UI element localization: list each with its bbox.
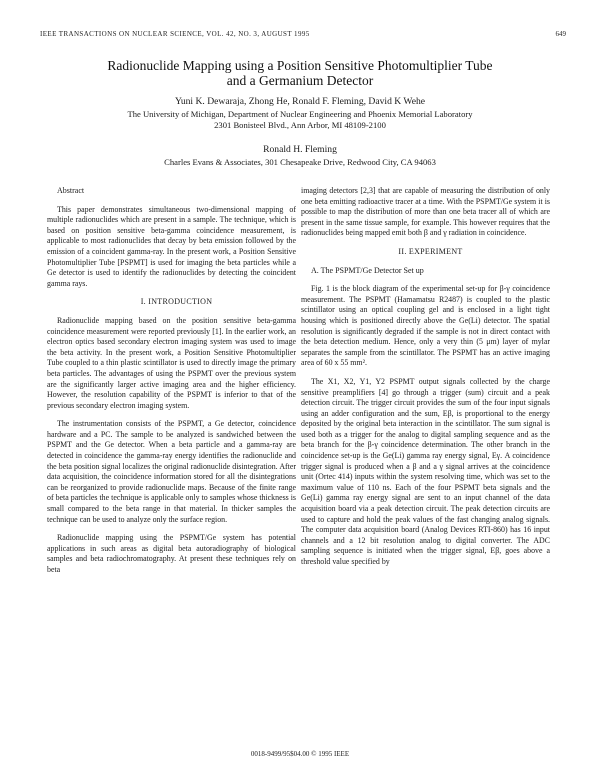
right-column <box>301 186 550 576</box>
abstract-text: This paper demonstrates simultaneous two-dimensional mapping of multiple radionuclides which are present in a sample. The technique, which is based on position sensitive beta-gamma coincidence measurement, is applicable to most radionuclides that decay by beta emission followed by the emission of a coincident gamma-ray. In the present work, a Position Sensitive Photomultiplier Tube [PSPMT] is used for imaging the beta particles while a Ge detector is used to identify the radionuclides by detecting the coincident gamma rays. <box>47 204 296 288</box>
section-heading-introduction: I. INTRODUCTION <box>140 297 213 307</box>
second-author: Ronald H. Fleming <box>263 144 337 155</box>
page-number: 649 <box>555 30 566 38</box>
intro-paragraph-2: The instrumentation consists of the PSPMT, a Ge detector, coincidence hardware and a PC. The sample to be analyzed is sandwiched between the PSPMT and the Ge detector. When a beta particle and a gamma-ray are detected in coincidence the gamma-ray energy identifies the radionuclide and the beta position signal localizes the original radionuclide disintegration. After data acquisition, the coincidence information stored for all the disintegrations can be reorganized to provide radionuclide maps. Because of the finite range of beta particles the technique is applicable only to samples whose thickness is small compared to the beta range in that material. In thicker samples the technique can be used to analyze only the surface region. <box>47 419 296 524</box>
affiliation <box>60 109 540 131</box>
right-paragraph-1: imaging detectors [2,3] that are capable of measuring the distribution of only one beta emitting radioactive tracer at a time. With the PSPMT/Ge system it is possible to map the distribution of more than one beta tracer all of which are present in the same tissue sample, for example. This however requires that the radionuclides being mapped emit both β and γ radiation in coincidence. <box>301 186 550 238</box>
intro-paragraph-3: Radionuclide mapping using the PSPMT/Ge system has potential applications in such areas as digital beta autoradiography of biological samples and beta radiochromatography. At present these techniques rely on beta <box>47 533 296 574</box>
running-head: IEEE TRANSACTIONS ON NUCLEAR SCIENCE, VOL. 42, NO. 3, AUGUST 1995 <box>40 30 310 38</box>
abstract-heading: Abstract <box>57 186 85 195</box>
setup-paragraph-1: Fig. 1 is the block diagram of the experimental set-up for β-γ coincidence measurement. The PSPMT (Hamamatsu R2487) is coupled to the plastic scintillator using an optical coupling gel and is enclosed in a light tight housing which is positioned directly above the Ge(Li) detector. The spatial resolution is significantly degraded if the sample is not in direct contact with the beta detection medium. Hence, only a very thin (5 μm) layer of mylar separates the sample from the scintillator. The PSPMT has an active imaging area of 60 x 55 mm². <box>301 284 550 368</box>
author-list: Yuni K. Dewaraja, Zhong He, Ronald F. Fleming, David K Wehe <box>174 96 426 107</box>
setup-paragraph-2: The X1, X2, Y1, Y2 PSPMT output signals collected by the charge sensitive preamplifiers [4] go through a trigger (sum) circuit and a peak detection circuit. The trigger circuit provides the sum of the four input signals using an adder configuration and the sum, Eβ, is proportional to the energy deposited by the original beta interaction in the scintillator. The sum signal is used both as a trigger for the analog to digital sampling sequence and as the beta branch for the β-γ coincidence determination. The other branch in the coincidence set-up is the Ge(Li) gamma ray energy signal, Eγ. A coincidence trigger signal is produced when a β and a γ signal arrives at the coincidence unit (Ortec 414) inputs within the system resolving time, which was set to the maximum value of 110 ns. Each of the four PSPMT beta signals and the Ge(Li) gamma ray energy signal are sent to an input channel of the data acquisition board via a peak detection circuit. The peak detection circuits are used to capture and hold the peak values of the fast changing analog signals. The computer data acquisition board (Analog Devices RTI-860) has 16 input channels and a 12 bit resolution analog to digital converter. The ADC sampling sequence is initiated when the trigger signal, Eβ, goes above a threshold value specified by <box>301 376 550 566</box>
subsection-heading-setup: A. The PSPMT/Ge Detector Set up <box>311 265 424 275</box>
title-line-2: and a Germanium Detector <box>226 73 374 88</box>
section-heading-experiment: II. EXPERIMENT <box>398 246 463 256</box>
paper-title <box>60 58 540 88</box>
title-line-1: Radionuclide Mapping using a Position Sensitive Photomultiplier Tube <box>107 58 493 73</box>
affiliation-line-2: 2301 Bonisteel Blvd., Ann Arbor, MI 48109-2100 <box>214 120 386 130</box>
left-column <box>47 186 296 584</box>
copyright-footer: 0018-9499/95$04.00 © 1995 IEEE <box>250 750 350 758</box>
intro-paragraph-1: Radionuclide mapping based on the position sensitive beta-gamma coincidence measurement were reported previously [1]. In the earlier work, an electron optics based secondary electron imaging system was used to image the beta activity. In the present work, a Position Sensitive Photomultiplier Tube coupled to a thin plastic scintillator is used to directly image the primary beta particles. The advantages of using the PSPMT over the previous system are the significantly larger active imaging area and the higher efficiency. However, the resolution capability of the PSPMT is inferior to that of the previous secondary electron imaging system. <box>47 315 296 410</box>
affiliation-line-1: The University of Michigan, Department of Nuclear Engineering and Phoenix Memorial Laboratory <box>127 109 473 119</box>
second-affiliation: Charles Evans & Associates, 301 Chesapeake Drive, Redwood City, CA 94063 <box>164 157 436 167</box>
